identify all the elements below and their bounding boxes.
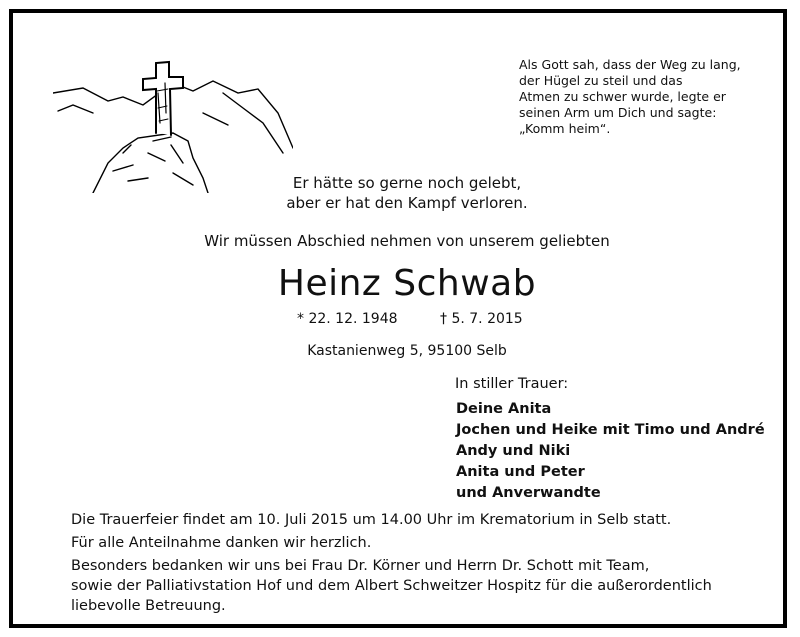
deceased-name: Heinz Schwab: [277, 263, 537, 304]
poem-line: der Hügel zu steil und das: [519, 73, 683, 88]
poem-line: Als Gott sah, dass der Weg zu lang,: [519, 57, 741, 72]
mourner-name: und Anverwandte: [456, 485, 601, 501]
intro-text: Wir müssen Abschied nehmen von unserem geliebten: [204, 232, 610, 250]
mourning-label: In stiller Trauer:: [455, 376, 569, 392]
footer-line: Die Trauerfeier findet am 10. Juli 2015 um 14.00 Uhr im Krematorium in Selb statt.: [71, 512, 672, 528]
mourners-list: [456, 399, 765, 504]
footer-line: liebevolle Betreuung.: [71, 598, 226, 614]
poem-line: Atmen zu schwer wurde, legte er: [519, 89, 726, 104]
footer-line: Besonders bedanken wir uns bei Frau Dr. Körner und Herrn Dr. Schott mit Team,: [71, 558, 650, 574]
verse-line: Er hätte so gerne noch gelebt,: [292, 174, 522, 192]
cross-on-mountain-icon: [53, 53, 293, 193]
footer-line: Für alle Anteilnahme danken wir herzlich.: [71, 535, 372, 551]
birth-date: * 22. 12. 1948: [297, 311, 398, 327]
verse: [13, 173, 800, 213]
footer-line: sowie der Palliativstation Hof und dem Albert Schweitzer Hospitz für die außerordentlich: [71, 578, 712, 594]
address: Kastanienweg 5, 95100 Selb: [307, 343, 507, 359]
poem: [519, 57, 779, 137]
death-date: † 5. 7. 2015: [440, 311, 523, 327]
poem-line: seinen Arm um Dich und sagte:: [519, 105, 717, 120]
mourner-name: Andy und Niki: [456, 443, 571, 459]
mourner-name: Jochen und Heike mit Timo und André: [456, 422, 765, 438]
poem-line: „Komm heim“.: [519, 121, 611, 136]
mourner-name: Anita und Peter: [456, 464, 585, 480]
footer-text: [71, 510, 791, 616]
mourner-name: Deine Anita: [456, 401, 552, 417]
obituary-frame: [9, 9, 787, 628]
verse-line: aber er hat den Kampf verloren.: [286, 194, 528, 212]
